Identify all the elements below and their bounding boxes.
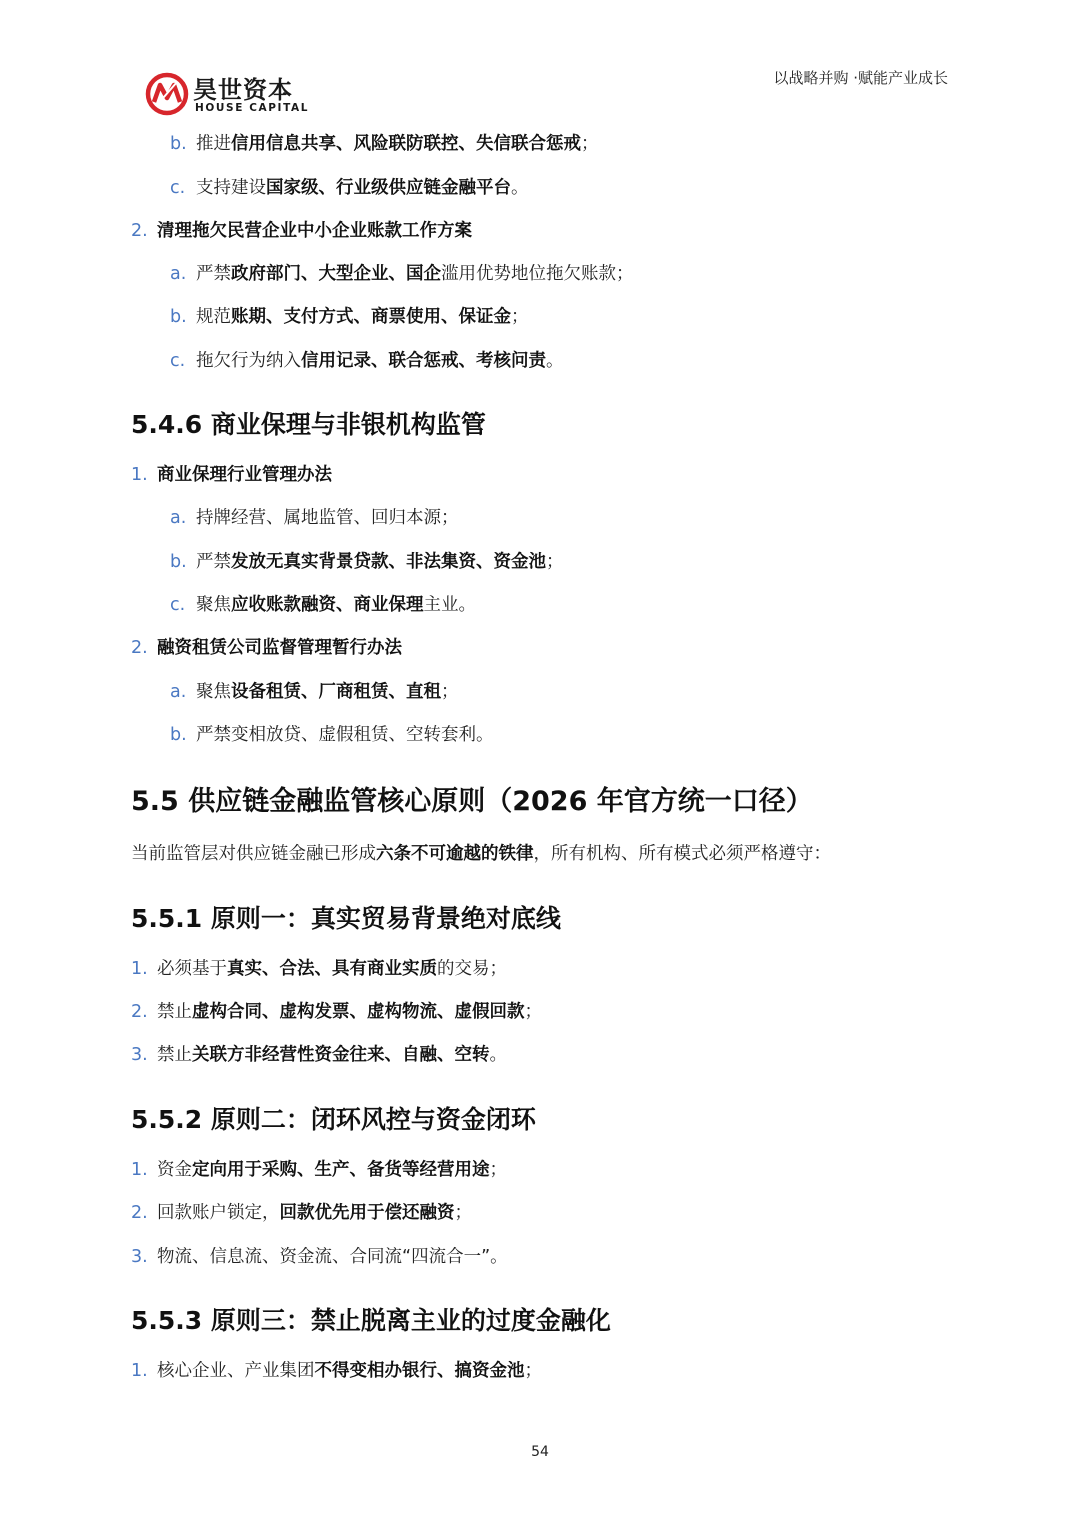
list-item: 禁止关联方非经营性资金往来、自融、空转。	[157, 1045, 507, 1065]
list-marker: 2.	[131, 221, 148, 241]
list-item: 回款账户锁定，回款优先用于偿还融资；	[157, 1203, 472, 1223]
list-item: 推进信用信息共享、风险联防联控、失信联合惩戒；	[196, 134, 599, 154]
logo-mark-icon	[145, 72, 189, 116]
section-heading: 5.4.6 商业保理与非银机构监管	[131, 410, 486, 439]
list-item: 聚焦设备租赁、厂商租赁、直租；	[196, 682, 459, 702]
list-item: 必须基于真实、合法、具有商业实质的交易；	[157, 959, 507, 979]
list-item: 核心企业、产业集团不得变相办银行、搞资金池；	[157, 1361, 542, 1381]
list-item: 持牌经营、属地监管、回归本源；	[196, 508, 459, 528]
list-marker: a.	[170, 264, 187, 284]
list-item: 规范账期、支付方式、商票使用、保证金；	[196, 307, 529, 327]
list-item: 资金定向用于采购、生产、备货等经营用途；	[157, 1160, 507, 1180]
list-marker: 1.	[131, 465, 148, 485]
section-heading: 5.5.2 原则二：闭环风控与资金闭环	[131, 1105, 536, 1134]
company-logo	[145, 72, 315, 118]
list-marker: c.	[170, 595, 186, 615]
list-marker: b.	[170, 725, 187, 745]
list-marker: b.	[170, 552, 187, 572]
section-heading: 5.5.3 原则三：禁止脱离主业的过度金融化	[131, 1306, 611, 1335]
list-item: 清理拖欠民营企业中小企业账款工作方案	[157, 221, 472, 241]
list-item: 拖欠行为纳入信用记录、联合惩戒、考核问责。	[196, 351, 564, 371]
section-heading: 5.5 供应链金融监管核心原则（2026 年官方统一口径）	[131, 786, 813, 817]
list-marker: a.	[170, 682, 187, 702]
list-marker: b.	[170, 134, 187, 154]
list-item: 支持建设国家级、行业级供应链金融平台。	[196, 178, 529, 198]
logo-english-text: HOUSE CAPITAL	[195, 102, 310, 114]
logo-chinese-text: 昊世资本	[193, 76, 293, 104]
list-item: 商业保理行业管理办法	[157, 465, 332, 485]
list-item: 聚焦应收账款融资、商业保理主业。	[196, 595, 476, 615]
list-item: 物流、信息流、资金流、合同流“四流合一”。	[157, 1247, 508, 1267]
header-slogan: 以战略并购 ·赋能产业成长	[773, 69, 948, 87]
list-marker: b.	[170, 307, 187, 327]
list-marker: 1.	[131, 959, 148, 979]
section-heading: 5.5.1 原则一：真实贸易背景绝对底线	[131, 904, 561, 933]
list-marker: a.	[170, 508, 187, 528]
list-item: 禁止虚构合同、虚构发票、虚构物流、虚假回款；	[157, 1002, 542, 1022]
list-item: 严禁发放无真实背景贷款、非法集资、资金池；	[196, 552, 564, 572]
list-marker: c.	[170, 351, 186, 371]
list-item: 融资租赁公司监督管理暂行办法	[157, 638, 402, 658]
list-marker: 1.	[131, 1160, 148, 1180]
intro-paragraph: 当前监管层对供应链金融已形成六条不可逾越的铁律，所有机构、所有模式必须严格遵守：	[131, 844, 831, 864]
list-item: 严禁变相放贷、虚假租赁、空转套利。	[196, 725, 494, 745]
list-marker: c.	[170, 178, 186, 198]
list-marker: 2.	[131, 1203, 148, 1223]
list-item: 严禁政府部门、大型企业、国企滥用优势地位拖欠账款；	[196, 264, 634, 284]
list-marker: 3.	[131, 1045, 148, 1065]
list-marker: 2.	[131, 638, 148, 658]
page-number: 54	[531, 1444, 549, 1460]
list-marker: 3.	[131, 1247, 148, 1267]
list-marker: 1.	[131, 1361, 148, 1381]
list-marker: 2.	[131, 1002, 148, 1022]
